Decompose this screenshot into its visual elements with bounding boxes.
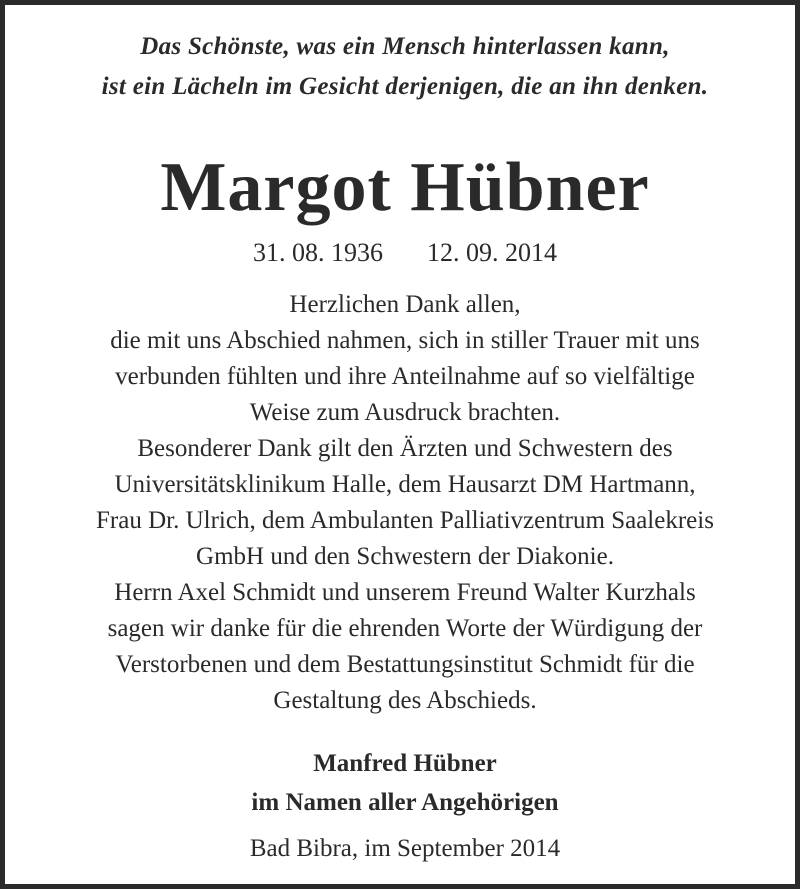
- death-date: 12. 09. 2014: [427, 238, 557, 267]
- message-line: Herrn Axel Schmidt und unserem Freund Walter Kurzhals: [114, 579, 696, 606]
- message-line: Gestaltung des Abschieds.: [273, 687, 537, 714]
- quote-line-2: ist ein Lächeln im Gesicht derjenigen, die an ihn denken.: [101, 73, 709, 100]
- birth-date: 31. 08. 1936: [253, 238, 383, 267]
- place-and-date: Bad Bibra, im September 2014: [249, 835, 561, 862]
- message-line: Besonderer Dank gilt den Ärzten und Schwestern des: [137, 435, 673, 462]
- signature-subtitle: im Namen aller Angehörigen: [251, 789, 559, 816]
- message-line: verbunden fühlten und ihre Anteilnahme auf so vielfältige: [115, 363, 695, 390]
- message-line: sagen wir danke für die ehrenden Worte der Würdigung der: [107, 615, 703, 642]
- message-line: Frau Dr. Ulrich, dem Ambulanten Palliativzentrum Saalekreis: [96, 507, 714, 534]
- message-line: Weise zum Ausdruck brachten.: [249, 399, 561, 426]
- message-line: die mit uns Abschied nahmen, sich in stiller Trauer mit uns: [110, 327, 700, 354]
- quote-line-1: Das Schönste, was ein Mensch hinterlassen kann,: [140, 33, 670, 60]
- message-line: Universitätsklinikum Halle, dem Hausarzt DM Hartmann,: [114, 471, 696, 498]
- thank-you-message: [5, 287, 800, 719]
- life-dates: [5, 238, 800, 268]
- deceased-name: Margot Hübner: [160, 149, 650, 226]
- signature-name: Manfred Hübner: [313, 750, 497, 777]
- message-line: Herzlichen Dank allen,: [289, 291, 521, 318]
- message-line: GmbH und den Schwestern der Diakonie.: [196, 543, 614, 570]
- message-line: Verstorbenen und dem Bestattungsinstitut Schmidt für die: [115, 651, 695, 678]
